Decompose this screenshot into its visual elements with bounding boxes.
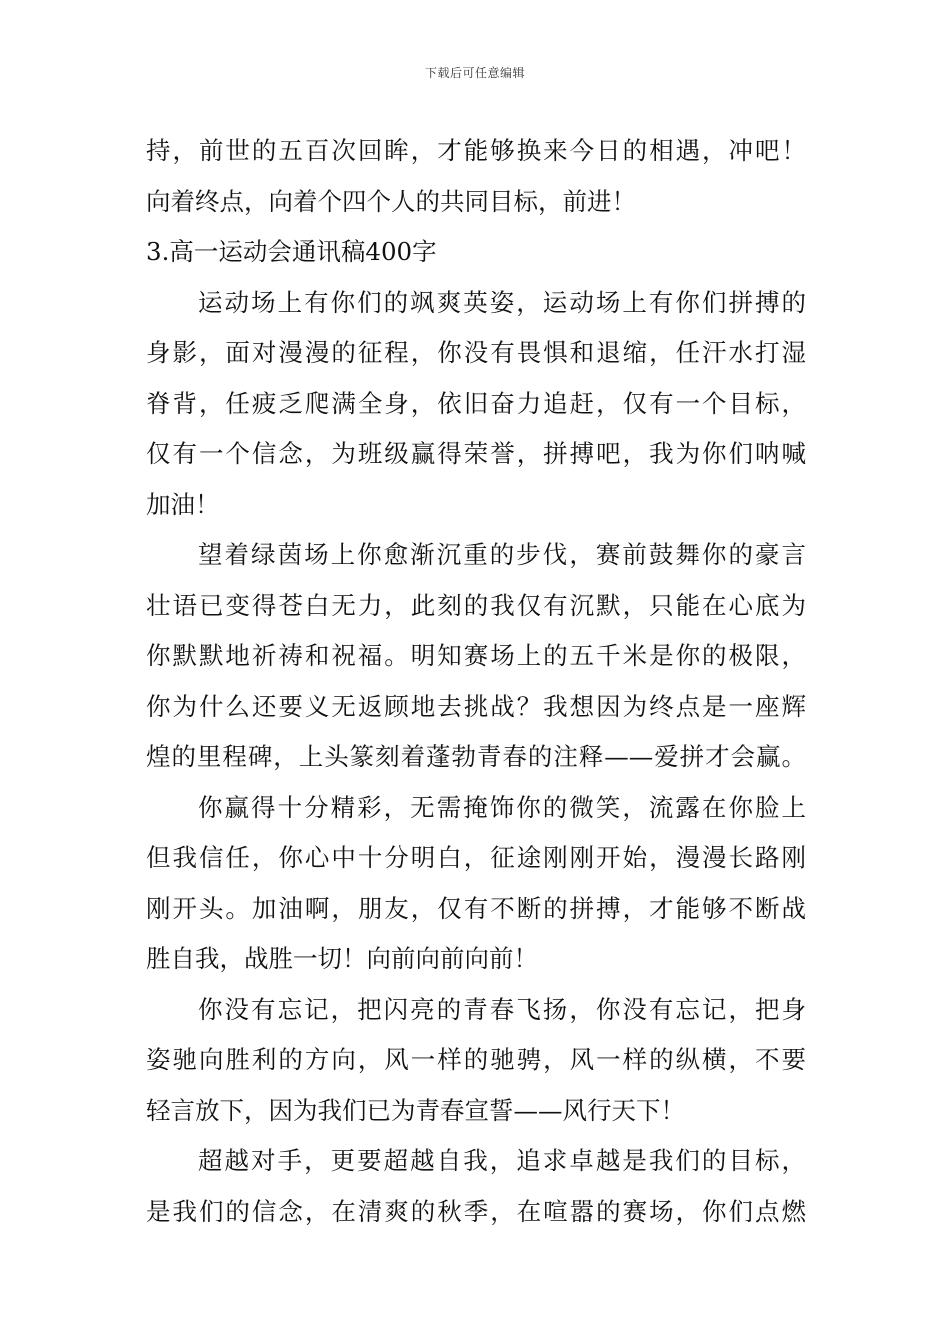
text-line: 脊背，任疲乏爬满全身，依旧奋力追赶，仅有一个目标， [146,388,806,418]
text-line: 轻言放下，因为我们已为青春宣誓——风行天下！ [146,1095,685,1125]
text-line: 胜自我，战胜一切！向前向前向前！ [146,944,538,973]
document-body [146,126,806,1237]
text-line: 仅有一个信念，为班级赢得荣誉，拼搏吧，我为你们呐喊 [146,439,806,468]
text-line: 是我们的信念，在清爽的秋季，在喧嚣的赛场，你们点燃 [146,1196,806,1226]
text-line: 加油！ [146,489,220,519]
text-line: 持，前世的五百次回眸，才能够换来今日的相遇，冲吧！ [146,136,806,165]
text-line: 身影，面对漫漫的征程，你没有畏惧和退缩，任汗水打湿 [146,338,806,367]
text-line: 刚开头。加油啊，朋友，仅有不断的拼搏，才能够不断战 [146,893,806,923]
text-line: 你没有忘记，把闪亮的青春飞扬，你没有忘记，把身 [198,994,806,1024]
text-line: 运动场上有你们的飒爽英姿，运动场上有你们拼搏的 [198,287,806,317]
text-line: 但我信任，你心中十分明白，征途刚刚开始，漫漫长路刚 [146,843,806,872]
text-line: 超越对手，更要超越自我，追求卓越是我们的目标， [198,1146,806,1175]
text-line: 你为什么还要义无返顾地去挑战？我想因为终点是一座辉 [146,691,806,721]
text-line: 煌的里程碑，上头篆刻着蓬勃青春的注释——爱拼才会赢。 [146,742,806,771]
page-header: 下载后可任意编辑 [424,66,525,80]
text-line: 姿驰向胜利的方向，风一样的驰骋，风一样的纵横，不要 [146,1045,806,1074]
text-line: 你赢得十分精彩，无需掩饰你的微笑，流露在你脸上 [198,792,806,822]
text-line: 望着绿茵场上你愈渐沉重的步伐，赛前鼓舞你的豪言 [198,540,806,569]
text-line: 3.高一运动会通讯稿400字 [146,237,437,266]
text-line: 你默默地祈祷和祝福。明知赛场上的五千米是你的极限， [146,641,806,670]
text-line: 向着终点，向着个四个人的共同目标，前进！ [146,186,636,216]
text-line: 壮语已变得苍白无力，此刻的我仅有沉默，只能在心底为 [146,590,806,620]
